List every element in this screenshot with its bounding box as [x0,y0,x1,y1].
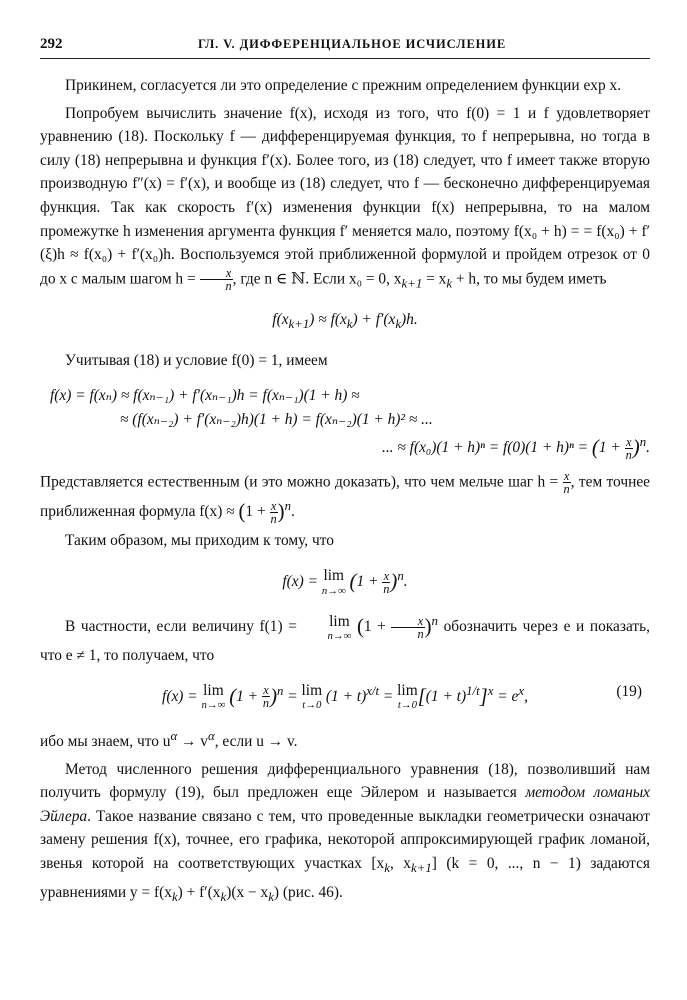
paragraph-4: Представляется естественным (и это можно доказать), что чем мельче шаг h = $\frac{x}{n}$ , тем точнее приближенная формула f(x) ≈ (1 + $\frac{x}{n}$ )$^n$. [40,468,650,527]
equation-number: (19) [616,682,642,700]
paragraph-3: Учитывая (18) и условие f(0) = 1, имеем [65,351,328,369]
paragraph-1: Прикинем, согласуется ли это определение с прежним определением функции exp x. [65,77,622,94]
equation-chain-line-2: ≈ (f(xₙ₋₂) + f′(xₙ₋₂)h)(1 + h) = f(xₙ₋₂)(1 + h)² ≈ ... [120,410,433,428]
paragraph-7: ибо мы знаем, что $u^\alpha \to v^\alpha$, если u → v. [40,728,298,751]
term-euler-polygon-method: методом ломаных Эйлера [40,784,650,825]
equation-chain-line-1: f(x) = f(xₙ) ≈ f(xₙ₋₁) + f′(xₙ₋₁)h = f(xₙ₋₁)(1 + h) ≈ [50,387,360,405]
equation-limit: f(x) = lim n→∞ (1 + $\frac{x}{n}$ )$^n$. [282,567,408,597]
equation-chain [40,384,650,461]
running-title: ГЛ. V. ДИФФЕРЕНЦИАЛЬНОЕ ИСЧИСЛЕНИЕ [198,37,507,51]
paragraph-8: Метод численного решения дифференциального уравнения (18), позволивший нам получить формулу (19), был предложен еще Эйлером и называется методом ломаных Эйлера. Такое название связано с тем, что проведенные выкладки геометрически означают замену решения f(x), точнее, его графика, некоторой аппроксимирующей график ломаной, звенья которой на соответствующих участках [$x_k$, $x_{k+1}$] (k = 0, ..., n − 1) задаются уравнениями $y = f(x_k) + f'(x_k)(x - x_k)$ (рис. 46). [40,760,651,904]
page-body [40,74,650,909]
page-header [40,36,650,59]
page-number: 292 [40,36,63,52]
paragraph-6: В частности, если величину f(1) = lim n→∞ (1 + $\frac{x}{n}$ )$^n$ обозначить через e и показать, что e ≠ 1, то получаем, что [40,612,650,664]
fraction-x-over-n: $\frac{x}{n}$ [200,267,233,293]
equation-19: f(x) = lim n→∞ (1 + $\frac{x}{n}$ )$^n$ = lim t→0 $(1 + t)^{x/t}$ = lim t→0 $[(1 + t)^{1/t}]^x = e^x$, (19) [40,680,650,713]
paragraph-5: Таким образом, мы приходим к тому, что [65,532,334,550]
equation-chain-line-3: ... ≈ f(x₀)(1 + h)ⁿ = f(0)(1 + h)ⁿ = (1 + $\frac{x}{n}$ )$^n$. [381,435,650,463]
equation-step: $f(x_{k+1}) \approx f(x_k) + f'(x_k)h$. [272,310,418,332]
paragraph-2: Попробуем вычислить значение f(x), исходя из того, что f(0) = 1 и f удовлетворяет уравнению (18). Поскольку f — дифференцируемая функция, то f непрерывна, но тогда в силу (18) непрерывна и функция f′(x). Более того, из (18) следует, что f имеет также вторую производную f″(x) = f′(x), и вообще из (18) следует, что f — бесконечно дифференцируемая функция. Так как скорость f′(x) изменения функции f(x) непрерывна, то на малом промежутке h изменения аргумента функция f′ меняется мало, поэтому f(x₀ + h) = = f(x₀) + f′(ξ)h ≈ f(x₀) + f′(x₀)h. Воспользуемся этой приближенной формулой и пройдем отрезок от 0 до x с малым шагом h = $\frac{x}{n}$ , где n ∈ ℕ. Если x₀ = 0, $x_{k+1} = x_k + h$, то мы будем иметь [40,104,650,294]
